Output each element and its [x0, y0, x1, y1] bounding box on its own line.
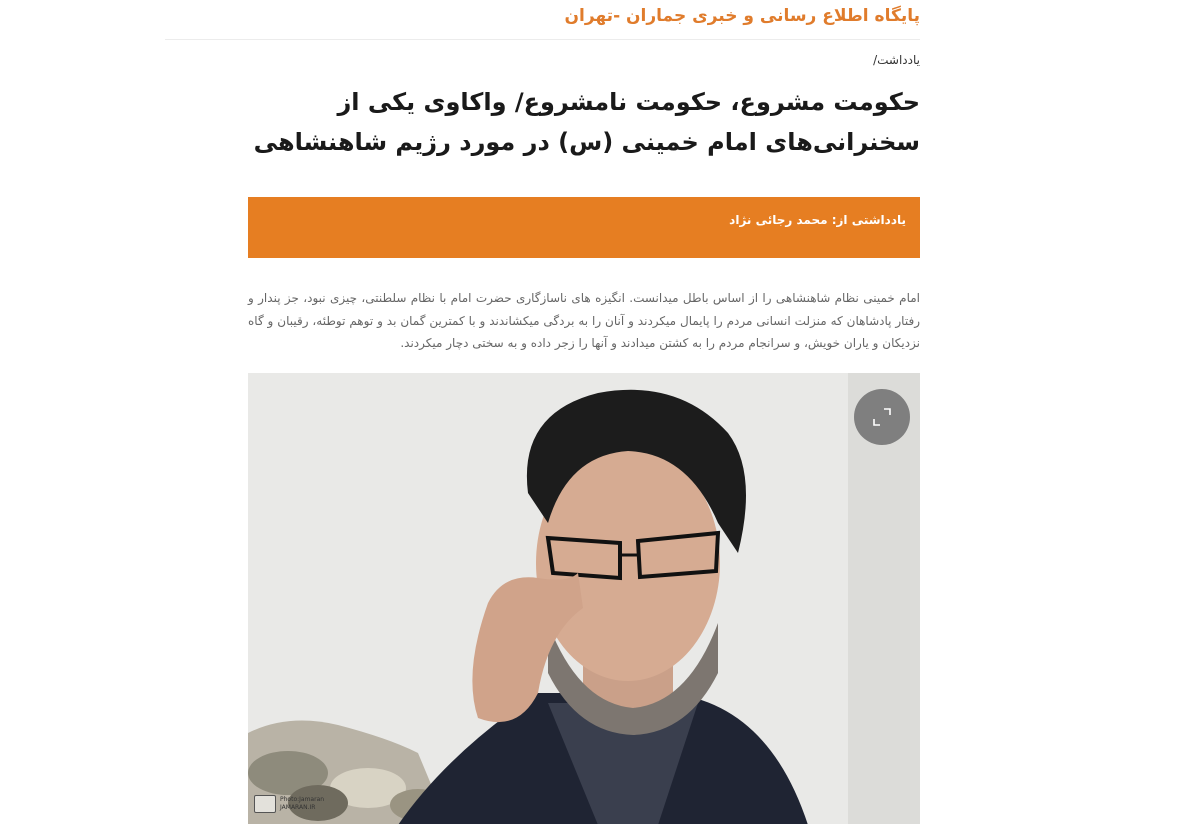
- site-header: [165, 0, 920, 40]
- byline-bar: [248, 197, 920, 258]
- article: [248, 40, 920, 824]
- byline-author: یادداشتی از: محمد رجائی نژاد: [729, 213, 906, 227]
- expand-icon: [871, 406, 893, 428]
- watermark-credit: Photo:Jamaran: [280, 796, 325, 803]
- site-title-link[interactable]: پایگاه اطلاع رسانی و خبری جماران -تهران: [564, 6, 920, 26]
- article-headline: حکومت مشروع، حکومت نامشروع/ واکاوی یکی از سخنرانی‌های امام خمینی (س) در مورد رژیم شاهنشاهی: [253, 88, 920, 156]
- article-lead: امام خمینی نظام شاهنشاهی را از اساس باطل میدانست. انگیزه های ناسازگاری حضرت امام با نظام سلطنتی، چیزی نبود، جز پندار و رفتار پادشاهان که منزلت انسانی مردم را پایمال میکردند و آنان را به بردگی میکشاندند و با کمترین گمان بد و توهم توطئه، رقیبان و گاه نزدیکان و یاران خویش، و سرانجام مردم را به کشتن میدادند و آنها را زجر داده و به سختی دچار میکردند.: [248, 291, 920, 350]
- jamaran-logo-icon: [254, 795, 276, 813]
- expand-image-button[interactable]: [854, 389, 910, 445]
- watermark-site: JAMARAN.IR: [280, 804, 316, 811]
- article-photo[interactable]: [248, 373, 920, 824]
- category-breadcrumb[interactable]: یادداشت/: [873, 53, 920, 67]
- portrait-illustration: [248, 373, 920, 824]
- photo-watermark: [254, 795, 324, 813]
